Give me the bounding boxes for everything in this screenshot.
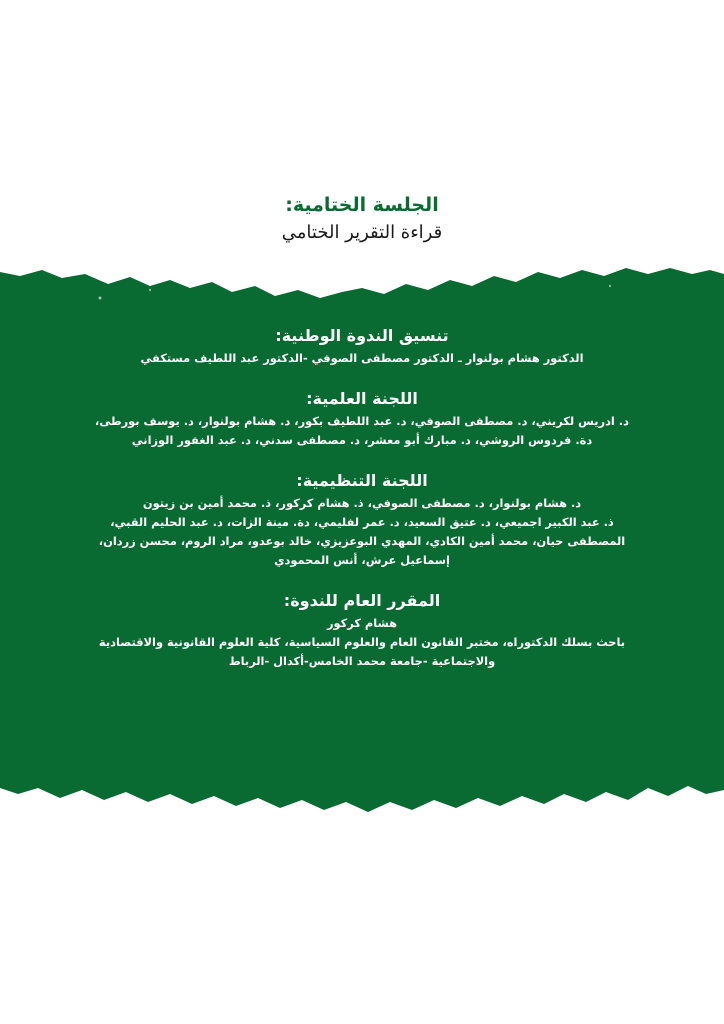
section-title: المقرر العام للندوة: bbox=[283, 591, 441, 610]
section-organizing-committee bbox=[40, 470, 684, 570]
section-line: المصطفى حيان، محمد أمين الكادي، المهدي البوعزيزي، خالد بوعدو، مراد الروم، محسن زردان، bbox=[98, 534, 626, 548]
section-line: الدكتور هشام بولنوار ـ الدكتور مصطفى الصوفي -الدكتور عبد اللطيف مستكفي bbox=[140, 351, 584, 365]
section-line: إسماعيل عرش، أنس المحمودي bbox=[274, 553, 450, 567]
section-line: دة. فردوس الروشي، د. مبارك أبو معشر، د. مصطفى سدني، د. عبد الغفور الوزاني bbox=[131, 433, 593, 447]
section-line: هشام كركور bbox=[326, 616, 398, 630]
committees-content bbox=[40, 325, 684, 691]
section-line: د. هشام بولنوار، د. مصطفى الصوفي، ذ. هشام كركور، ذ. محمد أمين بن زيتون bbox=[142, 496, 582, 510]
closing-session-title: الجلسة الختامية: bbox=[285, 194, 439, 216]
section-line: باحث بسلك الدكتوراه، مختبر القانون العام والعلوم السياسية، كلية العلوم القانونية والاقتصادية bbox=[98, 635, 626, 649]
closing-session-subtitle: قراءة التقرير الختامي bbox=[281, 222, 443, 243]
section-title: اللجنة التنظيمية: bbox=[296, 471, 428, 490]
closing-session-header bbox=[0, 192, 724, 246]
section-coordination bbox=[40, 325, 684, 368]
section-general-rapporteur bbox=[40, 590, 684, 671]
section-line: والاجتماعية -جامعة محمد الخامس-أكدال -الرباط bbox=[228, 654, 496, 668]
section-line: ذ. عبد الكبير اجميعي، د. عتيق السعيد، د. عمر لفليمي، دة. مينة الزات، د. عبد الحليم القبي، bbox=[110, 515, 614, 529]
section-line: د. ادريس لكريني، د. مصطفى الصوفي، د. عبد اللطيف بكور، د. هشام بولنوار، د. يوسف بورطى، bbox=[95, 414, 629, 428]
section-scientific-committee bbox=[40, 388, 684, 450]
section-title: اللجنة العلمية: bbox=[306, 389, 418, 408]
section-title: تنسيق الندوة الوطنية: bbox=[275, 326, 449, 345]
